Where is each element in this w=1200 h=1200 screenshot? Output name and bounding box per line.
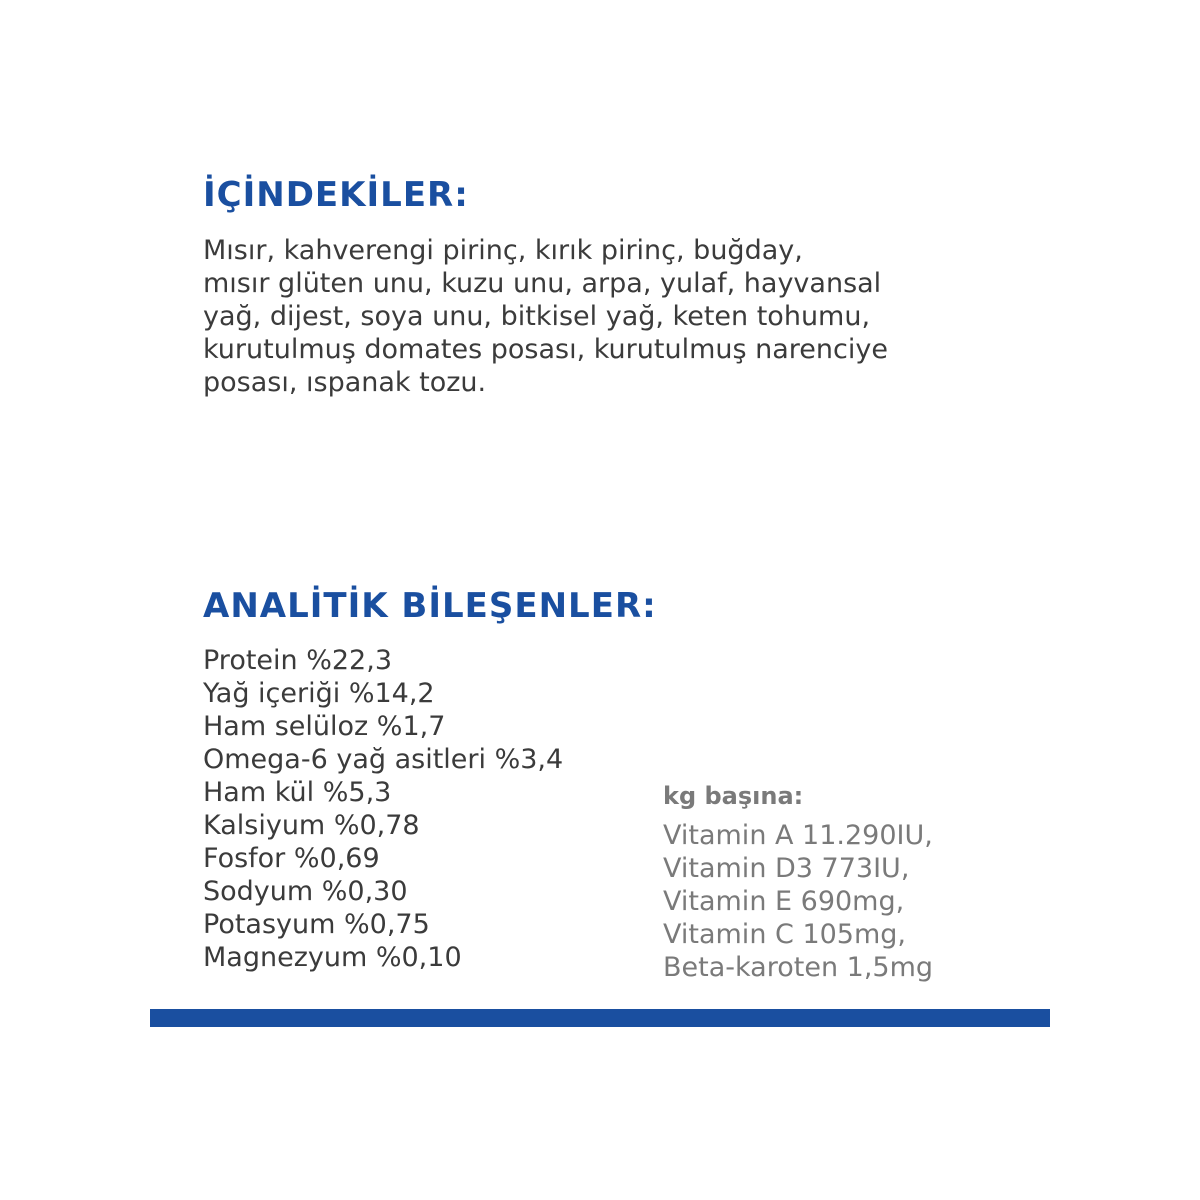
analytical-item: Kalsiyum %0,78 xyxy=(203,810,420,841)
ingredients-heading: İÇİNDEKİLER: xyxy=(203,175,469,215)
analytical-item: Protein %22,3 xyxy=(203,645,392,676)
ingredients-line: mısır glüten unu, kuzu unu, arpa, yulaf, hayvansal xyxy=(203,268,882,299)
vitamin-item: Beta-karoten 1,5mg xyxy=(663,952,934,983)
bottom-accent-bar xyxy=(150,1009,1050,1027)
vitamin-item: Vitamin E 690mg, xyxy=(663,886,905,917)
analytical-item: Magnezyum %0,10 xyxy=(203,942,462,973)
analytical-item: Sodyum %0,30 xyxy=(203,876,408,907)
analytical-list xyxy=(203,644,563,974)
ingredients-line: posası, ıspanak tozu. xyxy=(203,367,487,398)
analytical-heading: ANALİTİK BİLEŞENLER: xyxy=(203,586,657,626)
analytical-item: Omega-6 yağ asitleri %3,4 xyxy=(203,744,564,775)
ingredients-text xyxy=(203,234,1033,399)
per-kg-heading: kg başına: xyxy=(663,782,804,810)
analytical-item: Ham kül %5,3 xyxy=(203,777,392,808)
ingredients-line: Mısır, kahverengi pirinç, kırık pirinç, buğday, xyxy=(203,235,803,266)
vitamin-item: Vitamin A 11.290IU, xyxy=(663,820,933,851)
vitamin-item: Vitamin D3 773IU, xyxy=(663,853,910,884)
ingredients-line: kurutulmuş domates posası, kurutulmuş narenciye xyxy=(203,334,888,365)
analytical-item: Yağ içeriği %14,2 xyxy=(203,678,435,709)
ingredients-line: yağ, dijest, soya unu, bitkisel yağ, keten tohumu, xyxy=(203,301,871,332)
analytical-item: Fosfor %0,69 xyxy=(203,843,380,874)
analytical-item: Ham selüloz %1,7 xyxy=(203,711,446,742)
analytical-item: Potasyum %0,75 xyxy=(203,909,430,940)
vitamin-list xyxy=(663,819,933,984)
vitamin-item: Vitamin C 105mg, xyxy=(663,919,906,950)
